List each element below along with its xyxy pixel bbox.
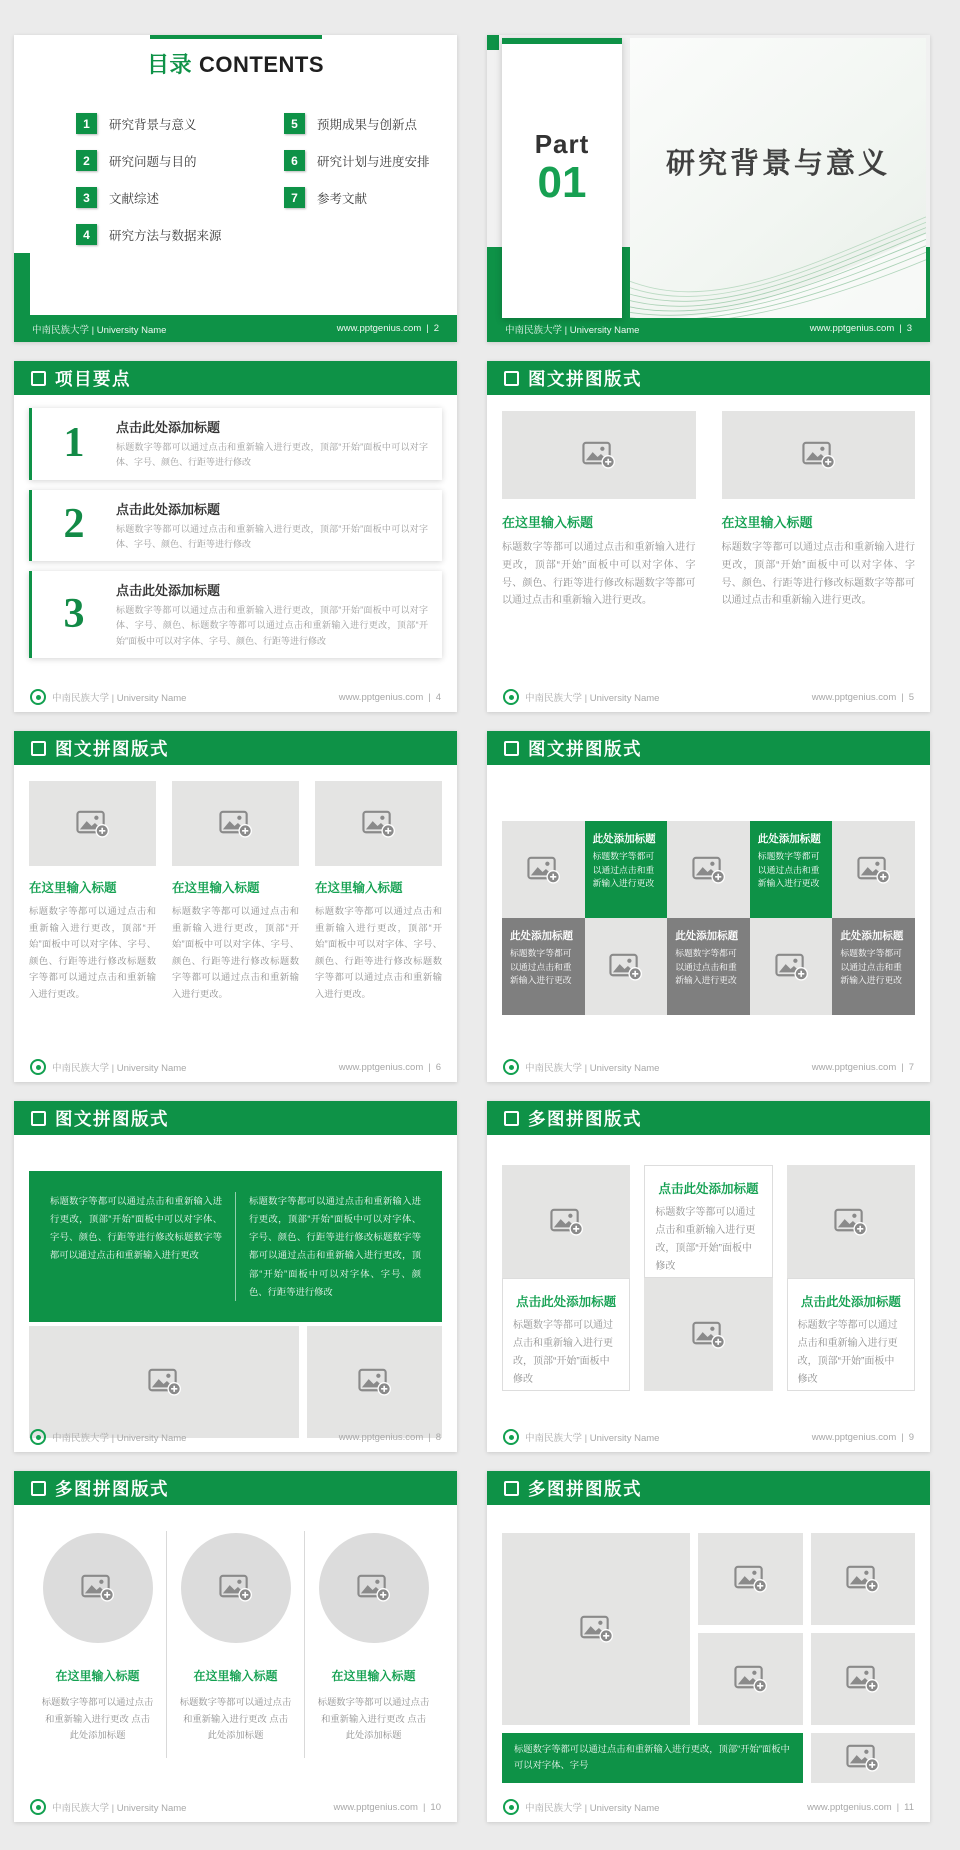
page-number: 9 xyxy=(908,1431,914,1443)
toc-title-en: CONTENTS xyxy=(199,52,324,77)
column-body: 标题数字等都可以通过点击和重新输入进行更改 点击此处添加标题 xyxy=(41,1697,154,1741)
slide-preview-two-column-pictures[interactable] xyxy=(487,361,930,712)
swoosh-lines-decoration xyxy=(630,204,926,318)
slide-preview-text-panel-pictures[interactable] xyxy=(14,1101,457,1452)
university-name: 中南民族大学 | University Name xyxy=(525,1063,660,1074)
content-column xyxy=(722,411,916,610)
checkbox-icon xyxy=(504,1481,519,1496)
content-column xyxy=(315,781,442,1002)
footer-separator: | xyxy=(901,691,904,703)
footer-separator: | xyxy=(428,691,431,703)
image-placeholder xyxy=(181,1533,291,1643)
slide-preview-multi-picture-checker[interactable] xyxy=(487,1101,930,1452)
text-tile xyxy=(585,821,668,918)
card-title: 点击此处添加标题 xyxy=(516,1295,617,1309)
toc-item xyxy=(76,187,284,208)
add-image-icon xyxy=(846,1744,879,1772)
toc-item-number: 3 xyxy=(76,187,97,208)
footer-separator: | xyxy=(896,1801,900,1813)
slide-footer xyxy=(487,1422,930,1452)
content-column xyxy=(29,781,156,1002)
column-title: 在这里输入标题 xyxy=(193,1669,278,1683)
page-number: 8 xyxy=(435,1431,441,1443)
image-placeholder xyxy=(667,821,750,918)
slide-footer xyxy=(14,315,457,342)
slide-footer xyxy=(14,1792,457,1822)
footer-separator: | xyxy=(899,323,902,334)
add-image-icon xyxy=(846,1665,879,1693)
site-url: www.pptgenius.com xyxy=(338,1061,424,1073)
slide-footer xyxy=(14,682,457,712)
add-image-icon xyxy=(582,441,615,469)
site-url: www.pptgenius.com xyxy=(338,691,424,703)
column-title: 在这里输入标题 xyxy=(55,1669,140,1683)
add-image-icon xyxy=(148,1368,181,1396)
slide-preview-toc[interactable] xyxy=(14,35,457,342)
column-body: 标题数字等都可以通过点击和重新输入进行更改，顶部“开始”面板中可以对字体、字号、颜色、行距等进行修改标题数字等都可以通过点击和重新输入进行更改。 xyxy=(315,906,442,999)
slide-preview-part-01[interactable] xyxy=(487,35,930,342)
tile-body: 标题数字等都可以通过点击和重新输入进行更改 xyxy=(592,851,655,889)
add-image-icon xyxy=(219,1574,252,1602)
page-number: 4 xyxy=(435,691,441,703)
toc-title xyxy=(14,48,457,79)
site-url: www.pptgenius.com xyxy=(336,323,422,334)
slide-body xyxy=(14,765,457,1052)
university-name: 中南民族大学 | University Name xyxy=(505,324,640,336)
add-image-icon xyxy=(527,856,560,884)
site-url: www.pptgenius.com xyxy=(333,1801,418,1813)
add-image-icon xyxy=(357,1574,390,1602)
page-number: 6 xyxy=(435,1061,441,1073)
site-url: www.pptgenius.com xyxy=(811,691,897,703)
add-image-icon xyxy=(580,1615,613,1643)
title-accent-line xyxy=(150,35,322,39)
add-image-icon xyxy=(692,856,725,884)
image-placeholder xyxy=(787,1165,915,1278)
add-image-icon xyxy=(219,810,252,838)
key-point-row xyxy=(29,571,442,658)
page-number: 5 xyxy=(908,691,914,703)
university-name: 中南民族大学 | University Name xyxy=(525,693,660,704)
image-placeholder xyxy=(29,781,156,866)
slide-header xyxy=(487,731,930,765)
toc-item-label: 研究方法与数据来源 xyxy=(109,228,222,243)
slide-footer xyxy=(14,1052,457,1082)
picture-grid xyxy=(502,1533,915,1783)
toc-item xyxy=(76,150,284,171)
slide-header xyxy=(14,1101,457,1135)
card-title: 点击此处添加标题 xyxy=(116,420,221,435)
page-number: 10 xyxy=(430,1801,441,1813)
image-placeholder xyxy=(750,918,833,1015)
tile-body: 标题数字等都可以通过点击和重新输入进行更改 xyxy=(510,948,572,986)
image-placeholder xyxy=(698,1533,803,1625)
slide-footer xyxy=(487,682,930,712)
column-body: 标题数字等都可以通过点击和重新输入进行更改，顶部“开始”面板中可以对字体、字号、颜色、行距等进行修改标题数字等都可以通过点击和重新输入进行更改。 xyxy=(172,906,299,999)
add-image-icon xyxy=(802,441,835,469)
university-name: 中南民族大学 | University Name xyxy=(52,1433,187,1444)
image-placeholder xyxy=(307,1326,442,1438)
image-placeholder xyxy=(832,821,915,918)
add-image-icon xyxy=(834,1208,867,1236)
tile-title: 此处添加标题 xyxy=(840,930,904,942)
checkbox-icon xyxy=(31,1481,46,1496)
add-image-icon xyxy=(692,1321,725,1349)
site-url: www.pptgenius.com xyxy=(809,323,895,334)
image-placeholder xyxy=(29,1326,299,1438)
add-image-icon xyxy=(81,1574,114,1602)
add-image-icon xyxy=(76,810,109,838)
slide-header xyxy=(487,1471,930,1505)
image-placeholder xyxy=(585,918,668,1015)
card-title: 点击此处添加标题 xyxy=(116,583,221,599)
add-image-icon xyxy=(358,1368,391,1396)
part-label: Part xyxy=(534,129,590,160)
university-logo-icon xyxy=(30,1799,46,1815)
toc-item-number: 4 xyxy=(76,224,97,245)
checkbox-icon xyxy=(504,1111,519,1126)
corner-accent-square xyxy=(14,253,30,315)
image-placeholder xyxy=(502,1533,690,1725)
column-title: 在这里输入标题 xyxy=(29,881,117,895)
slide-body xyxy=(487,1533,930,1820)
checkbox-icon xyxy=(504,371,519,386)
part-number: 01 xyxy=(537,158,587,208)
toc-item-number: 1 xyxy=(76,113,97,134)
site-url: www.pptgenius.com xyxy=(811,1431,897,1443)
content-column xyxy=(787,1165,915,1391)
slide-preview-tile-mosaic[interactable] xyxy=(487,731,930,1082)
university-name: 中南民族大学 | University Name xyxy=(52,1063,187,1074)
slide-body xyxy=(487,395,930,682)
content-column xyxy=(172,781,299,1002)
content-column xyxy=(304,1531,442,1758)
tile-body: 标题数字等都可以通过点击和重新输入进行更改 xyxy=(757,851,820,889)
toc-item-number: 5 xyxy=(284,113,305,134)
university-logo-icon xyxy=(30,689,46,705)
page-number: 3 xyxy=(906,323,912,334)
add-image-icon xyxy=(734,1565,767,1593)
checkbox-icon xyxy=(31,1111,46,1126)
university-name: 中南民族大学 | University Name xyxy=(525,1803,660,1814)
slide-preview-picture-grid[interactable] xyxy=(487,1471,930,1822)
toc-item xyxy=(76,113,284,134)
add-image-icon xyxy=(362,810,395,838)
page-number: 7 xyxy=(908,1061,914,1073)
image-placeholder xyxy=(811,1633,916,1725)
slide-header-title: 图文拼图版式 xyxy=(55,738,169,759)
caption-bar: 标题数字等都可以通过点击和重新输入进行更改，顶部“开始”面板中可以对字体、字号 xyxy=(502,1733,803,1783)
image-placeholder xyxy=(172,781,299,866)
slide-footer xyxy=(14,1422,457,1452)
add-image-icon xyxy=(550,1208,583,1236)
key-points-list xyxy=(29,395,442,658)
key-point-row xyxy=(29,408,442,480)
slide-footer xyxy=(487,1792,930,1822)
checkbox-icon xyxy=(31,371,46,386)
university-logo-icon xyxy=(503,689,519,705)
green-text-panel xyxy=(29,1171,442,1322)
add-image-icon xyxy=(857,856,890,884)
site-url: www.pptgenius.com xyxy=(338,1431,424,1443)
toc-columns xyxy=(76,113,457,245)
tile-body: 标题数字等都可以通过点击和重新输入进行更改 xyxy=(675,948,737,986)
text-tile xyxy=(502,918,585,1015)
checkbox-icon xyxy=(31,741,46,756)
university-logo-icon xyxy=(30,1059,46,1075)
toc-column-left xyxy=(76,113,284,245)
slide-header xyxy=(14,731,457,765)
image-placeholder xyxy=(811,1533,916,1625)
slide-body xyxy=(14,1171,457,1452)
column-body: 标题数字等都可以通过点击和重新输入进行更改 点击此处添加标题 xyxy=(179,1697,292,1741)
column-title: 在这里输入标题 xyxy=(172,881,260,895)
tile-title: 此处添加标题 xyxy=(510,930,573,942)
card-body: 标题数字等都可以通过点击和重新输入进行更改，顶部“开始”面板中可以对字体、字号、颜色、行距等进行修改 xyxy=(116,442,428,468)
toc-item xyxy=(284,113,430,134)
university-logo-icon xyxy=(503,1059,519,1075)
part-number-card xyxy=(502,38,622,318)
checkbox-icon xyxy=(504,741,519,756)
card-title: 点击此处添加标题 xyxy=(116,501,221,517)
add-image-icon xyxy=(846,1565,879,1593)
tile-title: 此处添加标题 xyxy=(675,930,739,942)
footer-separator: | xyxy=(428,1431,431,1443)
toc-title-cn: 目录 xyxy=(146,52,192,77)
picture-row xyxy=(29,1326,442,1438)
footer-separator: | xyxy=(901,1061,904,1073)
page-number: 2 xyxy=(433,323,439,334)
toc-item-label: 研究计划与进度安排 xyxy=(317,154,430,169)
image-placeholder xyxy=(502,411,696,499)
text-card xyxy=(644,1165,772,1278)
image-placeholder xyxy=(811,1733,916,1783)
content-column xyxy=(29,1531,166,1758)
card-body: 标题数字等都可以通过点击和重新输入进行更改，顶部“开始”面板中修改 xyxy=(797,1320,898,1385)
site-url: www.pptgenius.com xyxy=(807,1801,892,1813)
slide-header xyxy=(487,361,930,395)
university-name: 中南民族大学 | University Name xyxy=(52,693,187,704)
slide-header-title: 图文拼图版式 xyxy=(528,368,642,389)
slide-header xyxy=(487,1101,930,1135)
text-tile xyxy=(667,918,750,1015)
tile-body: 标题数字等都可以通过点击和重新输入进行更改 xyxy=(840,948,902,986)
panel-text-left: 标题数字等都可以通过点击和重新输入进行更改，顶部“开始”面板中可以对字体、字号、颜色、行距等进行修改标题数字等都可以通过点击和重新输入进行更改 xyxy=(50,1196,222,1261)
panel-text-right: 标题数字等都可以通过点击和重新输入进行更改，顶部“开始”面板中可以对字体、字号、颜色、行距等进行修改标题数字等都可以通过点击和重新输入进行更改，顶部“开始”面板中可以对字体、字号、颜色、行距等进行修改 xyxy=(235,1192,434,1301)
image-placeholder xyxy=(502,821,585,918)
column-body: 标题数字等都可以通过点击和重新输入进行更改，顶部“开始”面板中可以对字体、字号、颜色、行距等进行修改标题数字等都可以通过点击和重新输入进行更改。 xyxy=(502,542,696,607)
section-title: 研究背景与意义 xyxy=(665,147,890,180)
image-placeholder xyxy=(644,1278,772,1391)
card-title: 点击此处添加标题 xyxy=(658,1182,759,1196)
university-name: 中南民族大学 | University Name xyxy=(32,324,167,336)
column-title: 在这里输入标题 xyxy=(315,881,403,895)
section-number: 2 xyxy=(63,501,85,548)
column-title: 在这里输入标题 xyxy=(502,515,594,530)
toc-item-number: 7 xyxy=(284,187,305,208)
add-image-icon xyxy=(775,953,808,981)
slide-preview-circle-pictures[interactable] xyxy=(14,1471,457,1822)
toc-item-label: 预期成果与创新点 xyxy=(317,117,418,132)
footer-separator: | xyxy=(428,1061,431,1073)
toc-item-number: 2 xyxy=(76,150,97,171)
card-title: 点击此处添加标题 xyxy=(800,1295,901,1309)
slide-footer xyxy=(487,1052,930,1082)
slide-header-title: 多图拼图版式 xyxy=(528,1478,642,1499)
slide-footer xyxy=(487,315,930,342)
slide-preview-key-points[interactable] xyxy=(14,361,457,712)
card-body: 标题数字等都可以通过点击和重新输入进行更改，顶部“开始”面板中可以对字体、字号、颜色、行距等进行修改 xyxy=(116,523,428,549)
column-body: 标题数字等都可以通过点击和重新输入进行更改，顶部“开始”面板中可以对字体、字号、颜色、行距等进行修改标题数字等都可以通过点击和重新输入进行更改。 xyxy=(29,906,156,999)
toc-item xyxy=(284,150,430,171)
toc-item-number: 6 xyxy=(284,150,305,171)
university-logo-icon xyxy=(30,1429,46,1445)
tile-grid xyxy=(502,821,915,1015)
footer-separator: | xyxy=(426,323,429,334)
toc-column-right xyxy=(284,113,430,245)
toc-item-label: 研究问题与目的 xyxy=(109,154,197,169)
slide-header-title: 图文拼图版式 xyxy=(55,1108,169,1129)
slide-body xyxy=(14,395,457,682)
section-number: 3 xyxy=(63,590,85,637)
text-tile xyxy=(750,821,833,918)
key-point-row xyxy=(29,490,442,562)
slide-header-title: 多图拼图版式 xyxy=(55,1478,169,1499)
university-logo-icon xyxy=(503,1799,519,1815)
tile-title: 此处添加标题 xyxy=(757,833,821,845)
content-column xyxy=(502,411,696,610)
section-title-panel xyxy=(630,38,926,318)
footer-separator: | xyxy=(901,1431,904,1443)
toc-item-label: 文献综述 xyxy=(109,191,160,206)
add-image-icon xyxy=(734,1665,767,1693)
slide-preview-three-column-pictures[interactable] xyxy=(14,731,457,1082)
content-column xyxy=(502,1165,630,1391)
text-tile xyxy=(832,918,915,1015)
toc-item xyxy=(76,224,284,245)
section-number: 1 xyxy=(63,419,85,466)
content-column xyxy=(644,1165,772,1391)
slide-body xyxy=(487,1165,930,1452)
university-logo-icon xyxy=(503,1429,519,1445)
image-placeholder xyxy=(722,411,916,499)
card-body: 标题数字等都可以通过点击和重新输入进行更改，顶部“开始”面板中修改 xyxy=(513,1320,613,1385)
slide-body xyxy=(487,821,930,1082)
content-column xyxy=(166,1531,304,1758)
page-number: 11 xyxy=(904,1801,914,1813)
text-card xyxy=(502,1278,630,1391)
slide-header-title: 多图拼图版式 xyxy=(528,1108,642,1129)
corner-accent-square xyxy=(487,35,499,50)
slide-header xyxy=(14,1471,457,1505)
toc-item xyxy=(284,187,430,208)
column-body: 标题数字等都可以通过点击和重新输入进行更改，顶部“开始”面板中可以对字体、字号、颜色、行距等进行修改标题数字等都可以通过点击和重新输入进行更改。 xyxy=(721,542,915,607)
card-body: 标题数字等都可以通过点击和重新输入进行更改，顶部“开始”面板中修改 xyxy=(655,1207,756,1272)
toc-item-label: 研究背景与意义 xyxy=(109,117,197,132)
add-image-icon xyxy=(609,953,642,981)
footer-separator: | xyxy=(422,1801,426,1813)
card-body: 标题数字等都可以通过点击和重新输入进行更改，顶部“开始”面板中可以对字体、字号、颜色、标题数字等都可以通过点击和重新输入进行更改，顶部“开始”面板中可以对字体、字号、颜色、行距等进行修改 xyxy=(116,605,428,646)
column-title: 在这里输入标题 xyxy=(331,1669,416,1683)
site-url: www.pptgenius.com xyxy=(811,1061,897,1073)
image-placeholder xyxy=(502,1165,630,1278)
slide-header-title: 项目要点 xyxy=(55,368,131,389)
university-name: 中南民族大学 | University Name xyxy=(52,1803,187,1814)
image-placeholder xyxy=(315,781,442,866)
slide-body xyxy=(14,1531,457,1818)
column-body: 标题数字等都可以通过点击和重新输入进行更改 点击此处添加标题 xyxy=(317,1697,430,1741)
slide-header-title: 图文拼图版式 xyxy=(528,738,642,759)
toc-item-label: 参考文献 xyxy=(317,191,368,206)
university-name: 中南民族大学 | University Name xyxy=(525,1433,660,1444)
image-placeholder xyxy=(698,1633,803,1725)
image-placeholder xyxy=(43,1533,153,1643)
text-card xyxy=(787,1278,915,1391)
slide-header xyxy=(14,361,457,395)
tile-title: 此处添加标题 xyxy=(592,833,656,845)
column-title: 在这里输入标题 xyxy=(721,515,813,530)
image-placeholder xyxy=(319,1533,429,1643)
